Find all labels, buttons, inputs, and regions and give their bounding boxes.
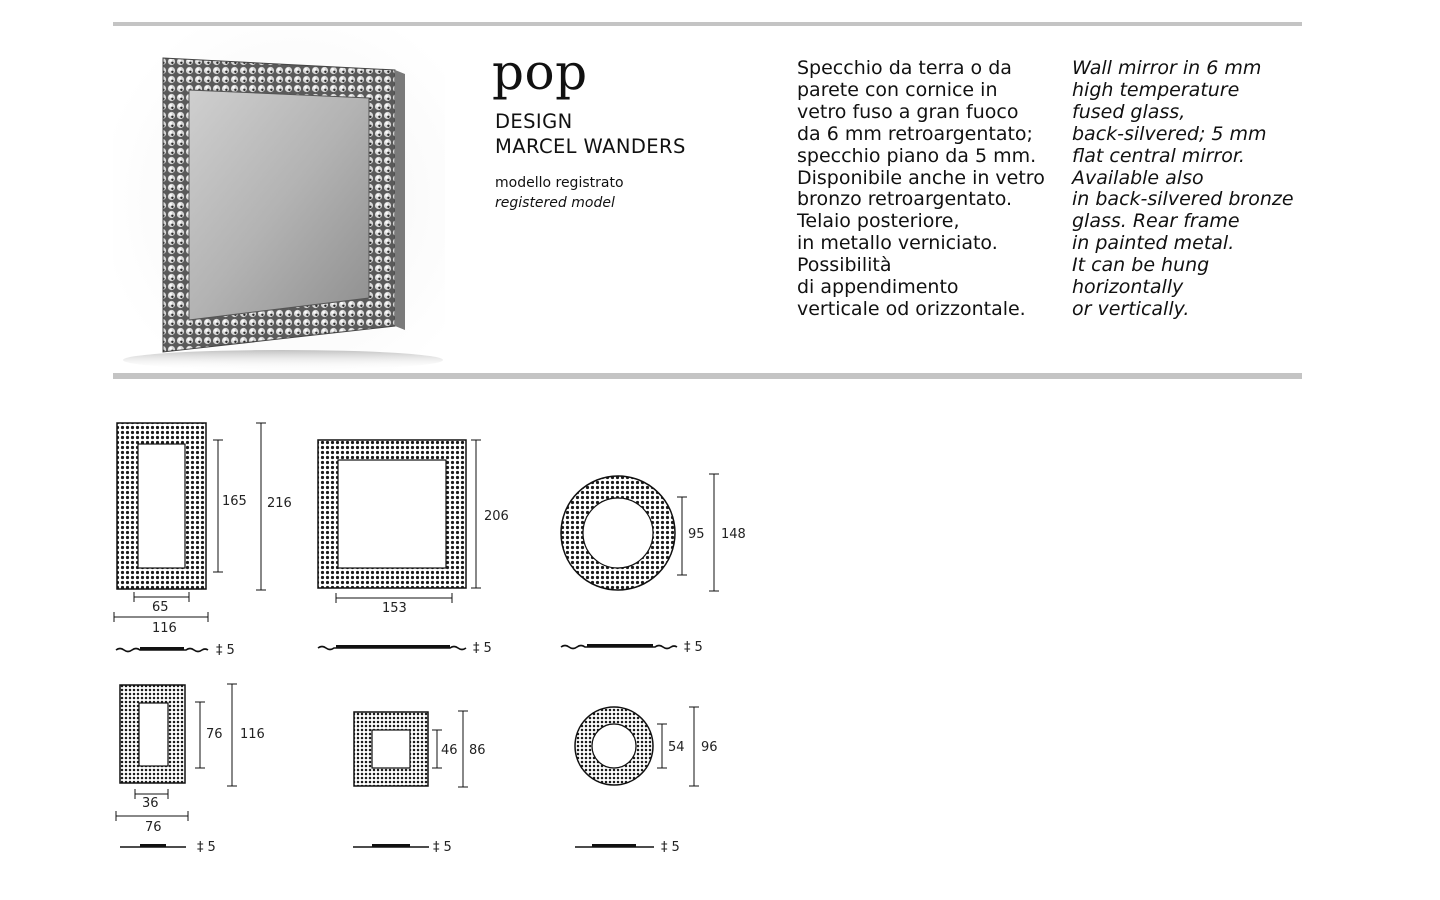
dim-rect-large-outer-height: 216: [267, 496, 292, 511]
dim-rect-large-inner-width: 65: [152, 600, 169, 615]
thickness-symbol: ‡: [684, 640, 691, 655]
designer-name: MARCEL WANDERS: [495, 135, 686, 158]
dim-round-small-inner: 54: [668, 740, 685, 755]
thickness-value: 5: [226, 643, 235, 658]
thickness-symbol: ‡: [216, 643, 223, 658]
dim-round-large-thickness: [684, 640, 703, 655]
dim-square-small-thickness: [433, 840, 452, 855]
dim-rect-small-outer-width: 76: [145, 820, 162, 835]
thickness-symbol: ‡: [433, 840, 440, 855]
thickness-value: 5: [694, 640, 703, 655]
dim-square-large-width: 153: [382, 601, 407, 616]
description-english: Wall mirror in 6 mm high temperature fused glass, back-silvered; 5 mm flat central mirror. Available also in back-silvered bronze glass. Rear frame in painted metal. It can be hung horizontally or vertically.: [1072, 57, 1294, 320]
description-italian: Specchio da terra o da parete con cornice in vetro fuso a gran fuoco da 6 mm retroargentato; specchio piano da 5 mm. Disponibile anche in vetro bronzo retroargentato. Telaio posteriore, in metallo verniciato. Possibilità di appendimento verticale od orizzontale.: [797, 57, 1045, 320]
dim-round-large-inner: 95: [688, 527, 705, 542]
thickness-value: 5: [207, 840, 216, 855]
drawing-round-large: [561, 474, 746, 655]
dim-round-small-outer: 96: [701, 740, 718, 755]
dim-rect-small-thickness: [197, 840, 216, 855]
dim-rect-large-inner-height: 165: [222, 494, 247, 509]
registered-label-it: modello registrato: [495, 175, 624, 191]
thickness-symbol: ‡: [197, 840, 204, 855]
drawing-rect-large: [114, 423, 292, 658]
dim-round-large-outer: 148: [721, 527, 746, 542]
dim-rect-small-outer-height: 116: [240, 727, 265, 742]
dim-rect-small-inner-width: 36: [142, 796, 159, 811]
dim-square-small-outer: 86: [469, 743, 486, 758]
dim-rect-large-thickness: [216, 643, 235, 658]
thickness-value: 5: [671, 840, 680, 855]
thickness-symbol: ‡: [473, 641, 480, 656]
drawing-square-large: [318, 440, 509, 656]
registered-label-en: registered model: [495, 195, 615, 211]
thickness-value: 5: [483, 641, 492, 656]
dim-square-small-inner: 46: [441, 743, 458, 758]
drawing-round-small: [575, 707, 718, 855]
dim-round-small-thickness: [661, 840, 680, 855]
thickness-symbol: ‡: [661, 840, 668, 855]
dim-rect-large-outer-width: 116: [152, 621, 177, 636]
design-label: DESIGN: [495, 110, 573, 133]
dim-rect-small-inner-height: 76: [206, 727, 223, 742]
dim-square-large-height: 206: [484, 509, 509, 524]
dim-square-large-thickness: [473, 641, 492, 656]
drawing-square-small: [353, 711, 486, 855]
product-title: pop: [492, 43, 588, 101]
thickness-value: 5: [443, 840, 452, 855]
drawing-rect-small: [116, 684, 265, 855]
